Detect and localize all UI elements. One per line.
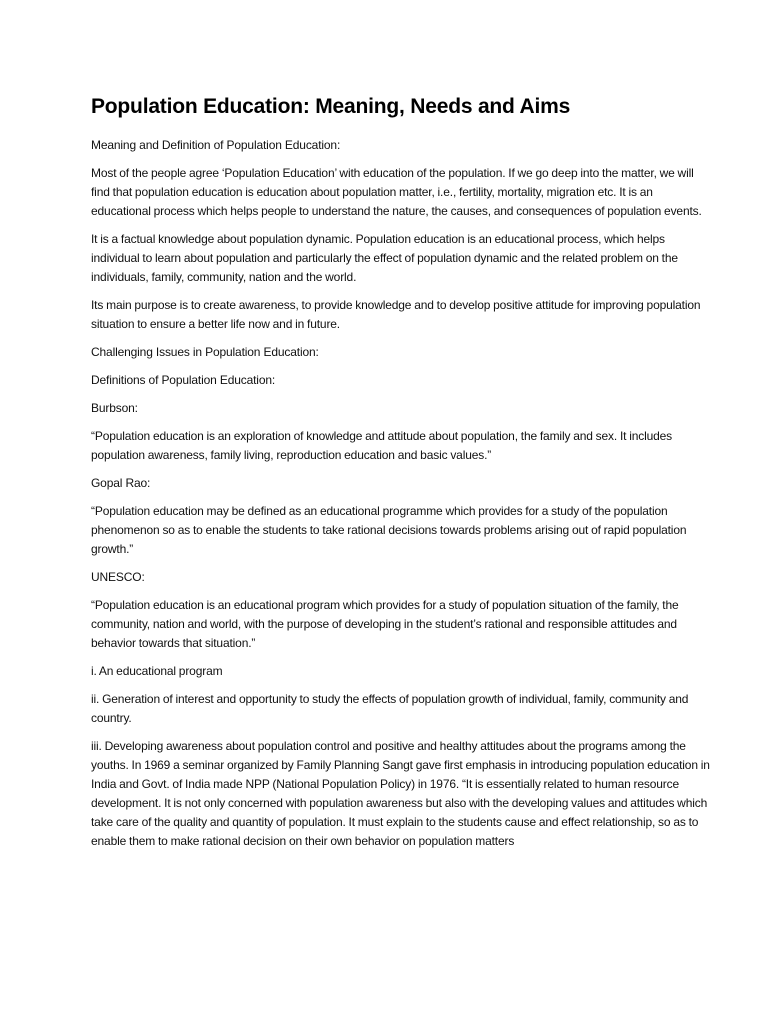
point-1: i. An educational program <box>91 664 223 678</box>
unesco-quote: “Population education is an educational program which provides for a study of population situation of the family, the community, nation and world, with the purpose of developing in the student’s rational and responsible attitudes and behavior towards that situation.” <box>91 598 679 650</box>
point-3: iii. Developing awareness about population control and positive and healthy attitudes about the programs among the youths. In 1969 a seminar organized by Family Planning Sangt gave first emphasis in introducing population education in India and Govt. of India made NPP (National Population Policy) in 1976. “It is essentially related to human resource development. It is not only concerned with population awareness but also with the developing values and attitudes which take care of the quality and quantity of population. It must explain to the students cause and effect relationship, so as to enable them to make rational decision on their own behavior on population matters <box>91 739 710 848</box>
burbson-label: Burbson: <box>91 401 138 415</box>
paragraph-2: It is a factual knowledge about population dynamic. Population education is an educational process, which helps individual to learn about population and particularly the effect of population dynamic and the related problem on the individuals, family, community, nation and the world. <box>91 232 678 284</box>
gopal-rao-label: Gopal Rao: <box>91 476 151 490</box>
point-2: ii. Generation of interest and opportunity to study the effects of population growth of individual, family, community and country. <box>91 692 689 725</box>
paragraph-1: Most of the people agree ‘Population Education’ with education of the population. If we go deep into the matter, we will find that population education is education about population matter, i.e., fertility, mortality, migration etc. It is an educational process which helps people to understand the nature, the causes, and consequences of population events. <box>91 166 702 218</box>
definitions-heading: Definitions of Population Education: <box>91 373 276 387</box>
unesco-label: UNESCO: <box>91 570 145 584</box>
meaning-heading: Meaning and Definition of Population Education: <box>91 138 341 152</box>
gopal-rao-quote: “Population education may be defined as an educational programme which provides for a study of the population phenomenon so as to enable the students to take rational decisions towards problems arising out of rapid population growth.” <box>91 504 687 556</box>
paragraph-3: Its main purpose is to create awareness, to provide knowledge and to develop positive attitude for improving population situation to ensure a better life now and in future. <box>91 298 701 331</box>
document-page <box>91 92 713 860</box>
page-title: Population Education: Meaning, Needs and Aims <box>91 95 571 118</box>
burbson-quote: “Population education is an exploration of knowledge and attitude about population, the family and sex. It includes population awareness, family living, reproduction education and basic values.” <box>91 429 673 462</box>
challenging-issues-heading: Challenging Issues in Population Education: <box>91 345 319 359</box>
